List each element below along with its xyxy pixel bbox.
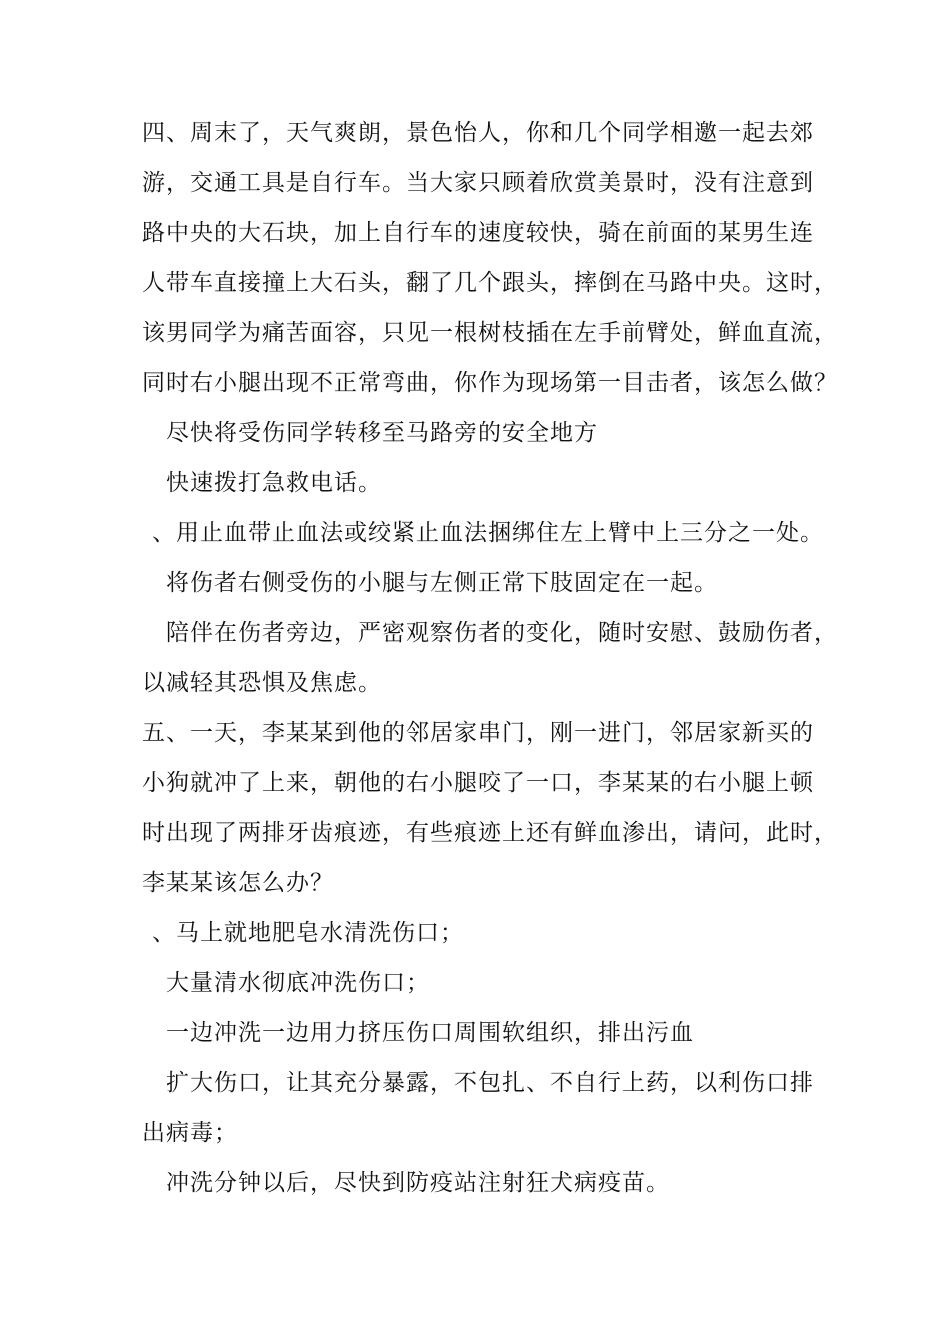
text-line: 路中央的大石块，加上自行车的速度较快，骑在前面的某男生连	[142, 220, 814, 246]
text-line: 快速拨打急救电话。	[166, 470, 382, 496]
text-line: 以减轻其恐惧及焦虑。	[142, 670, 382, 696]
text-line: 、用止血带止血法或绞紧止血法捆绑住左上臂中上三分之一处。	[152, 520, 824, 546]
text-line: 五、一天，李某某到他的邻居家串门，刚一进门，邻居家新买的	[142, 720, 814, 746]
text-line: 游，交通工具是自行车。当大家只顾着欣赏美景时，没有注意到	[142, 170, 814, 196]
text-line: 、马上就地肥皂水清洗伤口；	[152, 920, 464, 946]
text-line: 时出现了两排牙齿痕迹，有些痕迹上还有鲜血渗出，请问，此时，	[142, 820, 838, 846]
text-line: 李某某该怎么办？	[142, 870, 334, 896]
text-line: 该男同学为痛苦面容，只见一根树枝插在左手前臂处，鲜血直流，	[142, 320, 838, 346]
text-line: 同时右小腿出现不正常弯曲，你作为现场第一目击者，该怎么做？	[142, 370, 838, 396]
text-line: 人带车直接撞上大石头，翻了几个跟头，摔倒在马路中央。这时，	[142, 270, 838, 296]
text-line: 小狗就冲了上来，朝他的右小腿咬了一口，李某某的右小腿上顿	[142, 770, 814, 796]
text-line: 一边冲洗一边用力挤压伤口周围软组织，排出污血	[166, 1020, 694, 1046]
text-line: 将伤者右侧受伤的小腿与左侧正常下肢固定在一起。	[166, 570, 718, 596]
text-line: 尽快将受伤同学转移至马路旁的安全地方	[166, 420, 598, 446]
text-line: 扩大伤口，让其充分暴露，不包扎、不自行上药，以利伤口排	[166, 1070, 814, 1096]
text-line: 出病毒；	[142, 1120, 238, 1146]
text-line: 四、周末了，天气爽朗，景色怡人，你和几个同学相邀一起去郊	[142, 120, 814, 146]
text-line: 冲洗分钟以后，尽快到防疫站注射狂犬病疫苗。	[166, 1170, 670, 1196]
text-line: 大量清水彻底冲洗伤口；	[166, 970, 430, 996]
text-line: 陪伴在伤者旁边，严密观察伤者的变化，随时安慰、鼓励伤者，	[166, 620, 838, 646]
